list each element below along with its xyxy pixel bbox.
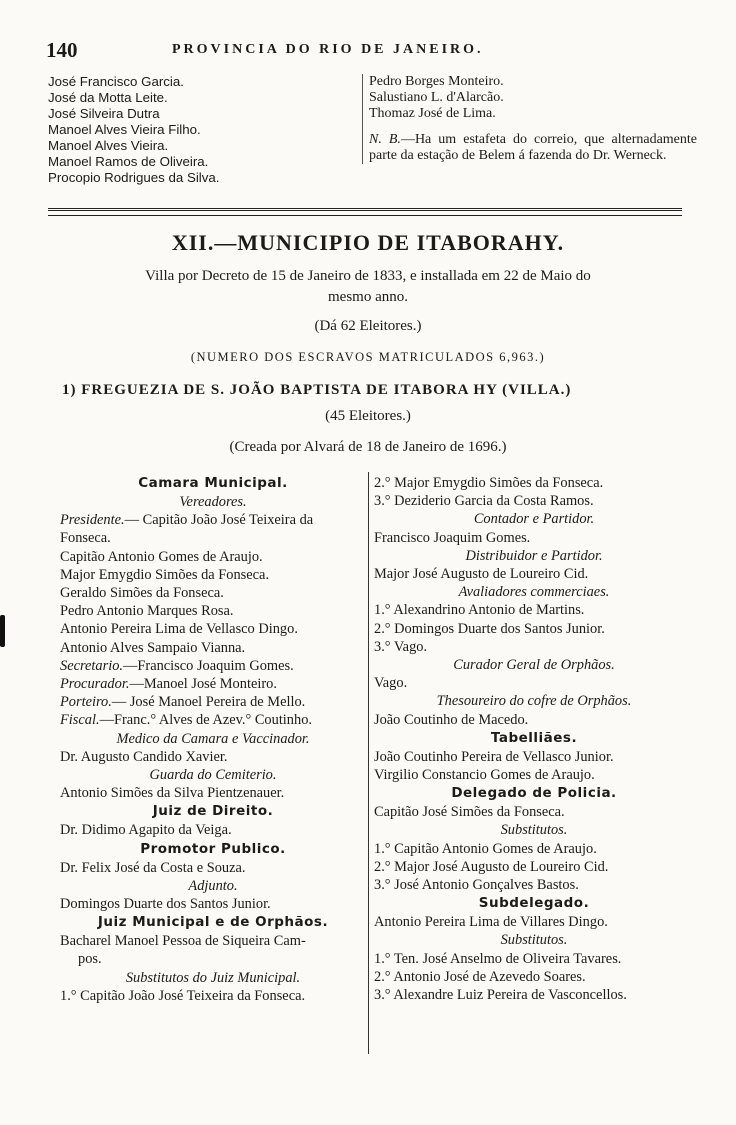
curador-heading: Curador Geral de Orphãos.: [453, 657, 615, 674]
avaliador-item: 2.° Domingos Duarte dos Santos Junior.: [374, 620, 605, 637]
list-item: José Francisco Garcia.: [48, 74, 184, 89]
parish-title: 1) FREGUEZIA DE S. JOÃO BAPTISTA DE ITABORA HY (VILLA.): [62, 382, 572, 398]
substituto-sub-item: 2.° Antonio José de Azevedo Soares.: [374, 968, 586, 985]
decree-line-1: Villa por Decreto de 15 de Janeiro de 1833, e installada em 22 de Maio do: [145, 268, 591, 284]
subdelegado-name: Antonio Pereira Lima de Villares Dingo.: [374, 914, 608, 931]
substitutos-delegado-heading: Substitutos.: [500, 822, 568, 839]
medico-name: Dr. Augusto Candido Xavier.: [60, 748, 228, 765]
contador-name: Francisco Joaquim Gomes.: [374, 529, 531, 546]
procurador-line: [60, 675, 366, 693]
top-right-name-list: [362, 74, 697, 164]
juiz-direito-heading: Juiz de Direito.: [152, 803, 274, 820]
substitutos-juiz-heading: Substitutos do Juiz Municipal.: [125, 969, 301, 986]
presidente-line-2: Fonseca.: [60, 530, 111, 547]
juiz-municipal-name-2: pos.: [78, 951, 102, 968]
margin-ink-mark: [0, 615, 5, 647]
curador-name: Vago.: [374, 675, 408, 692]
delegado-name: Capitão José Simões da Fonseca.: [374, 804, 565, 821]
right-column: [370, 474, 694, 1004]
list-item: Salustiano L. d'Alarcão.: [369, 90, 504, 105]
distribuidor-heading: Distribuidor e Partidor.: [465, 547, 603, 564]
medico-heading: Medico da Camara e Vaccinador.: [116, 730, 310, 747]
guarda-name: Antonio Simões da Silva Pientzenauer.: [60, 785, 285, 802]
promotor-name: Dr. Felix José da Costa e Souza.: [60, 859, 246, 876]
list-item: Manoel Alves Vieira.: [48, 138, 169, 153]
substituto-item: 1.° Capitão João José Teixeira da Fonseca.: [60, 987, 306, 1004]
promotor-heading: Promotor Publico.: [140, 840, 286, 857]
avaliador-item: 3.° Vago.: [374, 638, 428, 655]
substituto-delegado-item: 1.° Capitão Antonio Gomes de Araujo.: [374, 840, 597, 857]
porteiro-label: Porteiro.: [60, 694, 112, 711]
tabelliao-item: João Coutinho Pereira de Vellasco Junior.: [374, 748, 614, 765]
section-title: XII.—MUNICIPIO DE ITABORAHY.: [171, 230, 565, 255]
tabelliaes-heading: Tabelliães.: [490, 729, 578, 746]
list-item: Pedro Borges Monteiro.: [369, 74, 504, 89]
substituto-delegado-item: 3.° José Antonio Gonçalves Bastos.: [374, 877, 579, 894]
substituto-item: 3.° Deziderio Garcia da Costa Ramos.: [374, 493, 594, 510]
vereador-item: Antonio Alves Sampaio Vianna.: [60, 639, 246, 656]
presidente-line: [60, 511, 366, 529]
nb-text: —Ha um estafeta do correio, que alternadamente parte da estação de Belem á fazenda do Dr. Werneck.: [369, 132, 697, 163]
list-item: Manoel Alves Vieira Filho.: [48, 122, 201, 137]
section-divider-rule: [48, 208, 682, 216]
left-column: [60, 474, 366, 1005]
vereador-item: Geraldo Simões da Fonseca.: [60, 585, 224, 602]
substituto-item: 2.° Major Emygdio Simões da Fonseca.: [374, 475, 604, 491]
procurador-label: Procurador.: [60, 676, 130, 693]
presidente-label: Presidente.: [60, 512, 125, 529]
thesoureiro-name: João Coutinho de Macedo.: [374, 711, 529, 728]
subdelegado-heading: Subdelegado.: [478, 895, 590, 912]
list-item: José da Motta Leite.: [48, 90, 168, 105]
nb-label: N. B.: [369, 132, 401, 147]
contador-heading: Contador e Partidor.: [473, 511, 595, 528]
vereador-item: Capitão Antonio Gomes de Araujo.: [60, 548, 263, 565]
juiz-municipal-heading: Juiz Municipal e de Orphãos.: [97, 914, 329, 931]
running-title: PROVINCIA DO RIO DE JANEIRO.: [172, 42, 484, 57]
secretario-label: Secretario.: [60, 657, 124, 674]
presidente-name: — Capitão João José Teixeira da: [124, 512, 314, 529]
camara-heading: Camara Municipal.: [138, 475, 288, 491]
adjunto-heading: Adjunto.: [188, 877, 238, 894]
list-item: Thomaz José de Lima.: [369, 106, 496, 121]
tabelliao-item: Virgilio Constancio Gomes de Araujo.: [374, 767, 595, 784]
distribuidor-name: Major José Augusto de Loureiro Cid.: [374, 566, 589, 583]
vereador-item: Antonio Pereira Lima de Vellasco Dingo.: [60, 621, 298, 638]
substituto-sub-item: 3.° Alexandre Luiz Pereira de Vasconcellos.: [374, 987, 627, 1004]
delegado-heading: Delegado de Policia.: [451, 785, 617, 802]
decree-line-2: mesmo anno.: [328, 289, 408, 305]
column-divider: [368, 472, 369, 1054]
vereador-item: Major Emygdio Simões da Fonseca.: [60, 566, 270, 583]
nb-note: [369, 132, 697, 164]
juiz-municipal-name: Bacharel Manoel Pessoa de Siqueira Cam-: [60, 933, 306, 950]
fiscal-label: Fiscal.: [60, 712, 100, 729]
fiscal-line: [60, 711, 366, 729]
list-item: Manoel Ramos de Oliveira.: [48, 154, 209, 169]
porteiro-name: — José Manoel Pereira de Mello.: [111, 694, 306, 711]
adjunto-name: Domingos Duarte dos Santos Junior.: [60, 896, 271, 913]
substituto-sub-item: 1.° Ten. José Anselmo de Oliveira Tavares.: [374, 950, 622, 967]
list-item: José Silveira Dutra: [48, 106, 160, 121]
fiscal-name: —Franc.° Alves de Azev.° Coutinho.: [99, 712, 312, 729]
vereadores-heading: Vereadores.: [179, 494, 247, 510]
thesoureiro-heading: Thesoureiro do cofre de Orphãos.: [436, 693, 632, 710]
procurador-name: —Manoel José Monteiro.: [129, 676, 277, 693]
vereador-item: Pedro Antonio Marques Rosa.: [60, 603, 234, 620]
page-number: 140: [46, 38, 78, 62]
avaliadores-heading: Avaliadores commerciaes.: [458, 584, 610, 601]
substituto-delegado-item: 2.° Major José Augusto de Loureiro Cid.: [374, 858, 609, 875]
slave-count: (NUMERO DOS ESCRAVOS MATRICULADOS 6,963.): [190, 350, 546, 364]
porteiro-line: [60, 693, 366, 711]
guarda-heading: Guarda do Cemiterio.: [149, 767, 277, 784]
top-left-name-list: [48, 74, 348, 186]
secretario-name: —Francisco Joaquim Gomes.: [123, 657, 294, 674]
section-electors: (Dá 62 Eleitores.): [314, 318, 422, 334]
list-item: Procopio Rodrigues da Silva.: [48, 170, 220, 185]
juiz-direito-name: Dr. Didimo Agapito da Veiga.: [60, 822, 232, 839]
secretario-line: [60, 657, 366, 675]
parish-created: (Creada por Alvará de 18 de Janeiro de 1696.): [229, 439, 507, 455]
parish-electors: (45 Eleitores.): [325, 408, 411, 424]
avaliador-item: 1.° Alexandrino Antonio de Martins.: [374, 602, 585, 619]
substitutos-sub-heading: Substitutos.: [500, 932, 568, 949]
